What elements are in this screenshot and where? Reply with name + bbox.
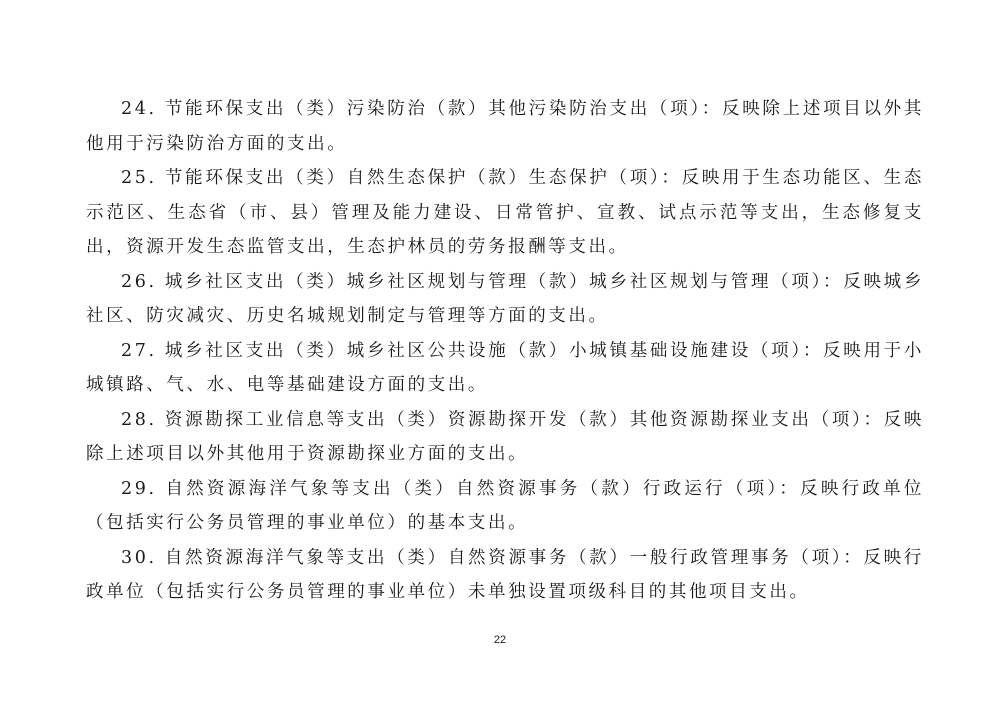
paragraph-30: 30. 自然资源海洋气象等支出（类）自然资源事务（款）一般行政管理事务（项）：反映行政单位（包括实行公务员管理的事业单位）未单独设置项级科目的其他项目支出。 — [86, 547, 924, 602]
paragraph-24: 24. 节能环保支出（类）污染防治（款）其他污染防治支出（项）：反映除上述项目以外其他用于污染防治方面的支出。 — [86, 99, 924, 154]
paragraph-29: 29. 自然资源海洋气象等支出（类）自然资源事务（款）行政运行（项）：反映行政单位（包括实行公务员管理的事业单位）的基本支出。 — [86, 478, 924, 533]
paragraph-27: 27. 城乡社区支出（类）城乡社区公共设施（款）小城镇基础设施建设（项）：反映用于小城镇路、气、水、电等基础建设方面的支出。 — [86, 340, 924, 395]
paragraph-26: 26. 城乡社区支出（类）城乡社区规划与管理（款）城乡社区规划与管理（项）：反映城乡社区、防灾减灾、历史名城规划制定与管理等方面的支出。 — [86, 271, 924, 326]
page-number: 22 — [493, 634, 507, 646]
document-body — [86, 92, 924, 610]
paragraph-28: 28. 资源勘探工业信息等支出（类）资源勘探开发（款）其他资源勘探业支出（项）：反映除上述项目以外其他用于资源勘探业方面的支出。 — [86, 409, 924, 464]
paragraph-25: 25. 节能环保支出（类）自然生态保护（款）生态保护（项）：反映用于生态功能区、生态示范区、生态省（市、县）管理及能力建设、日常管护、宣教、试点示范等支出，生态修复支出，资源开发生态监管支出，生态护林员的劳务报酬等支出。 — [86, 168, 924, 257]
